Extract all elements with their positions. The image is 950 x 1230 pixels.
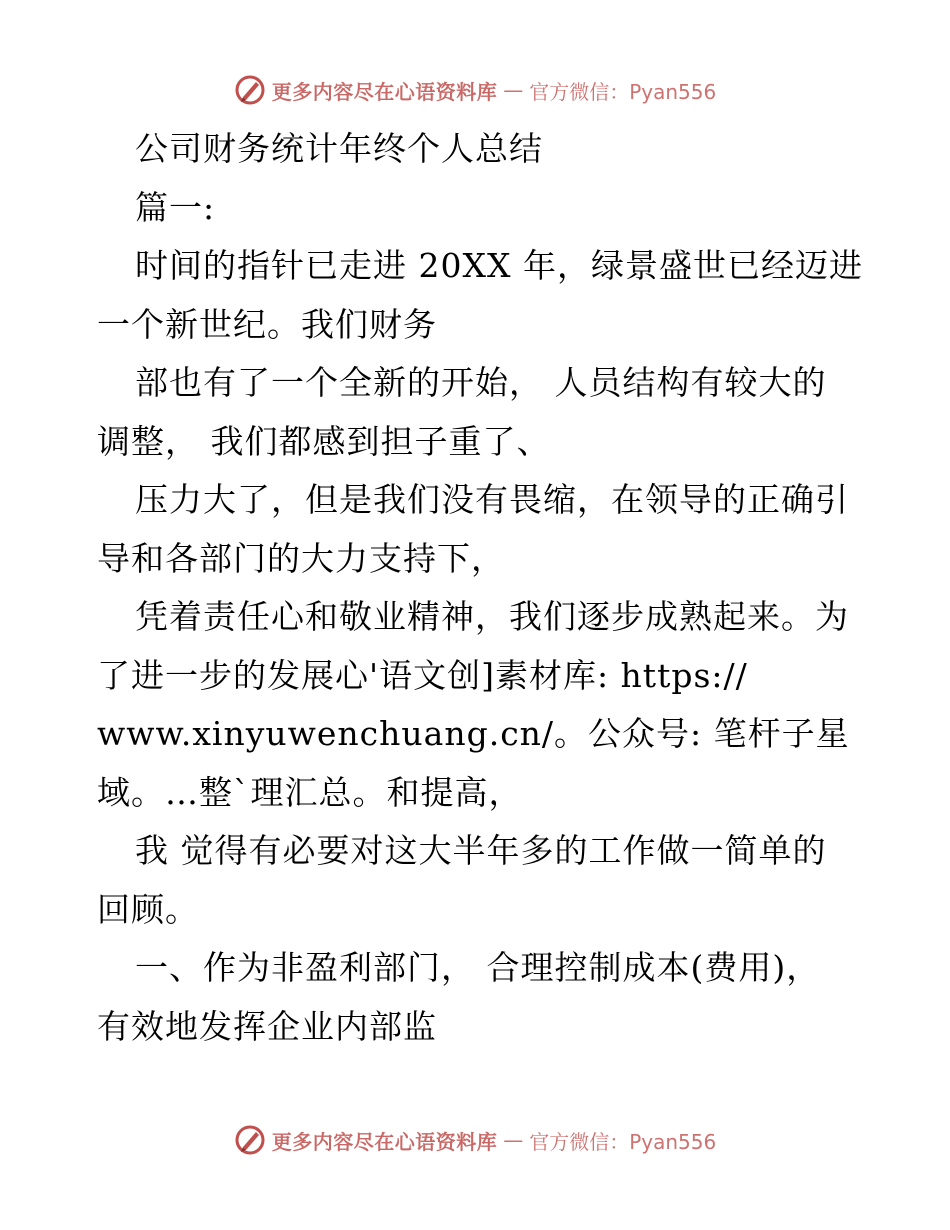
pen-circle-logo-icon: [234, 1124, 266, 1156]
section-heading: 篇一:: [135, 187, 216, 227]
paragraph-line: 部也有了一个全新的开始， 人员结构有较大的: [135, 363, 827, 402]
paragraph-line: 回顾。: [97, 889, 199, 929]
watermark-wechat: 官方微信：Pyan556: [529, 1129, 717, 1154]
watermark-text: 更多内容尽在心语资料库: [271, 1129, 498, 1154]
footer-watermark: [234, 1124, 717, 1156]
paragraph-line: 压力大了，但是我们没有畏缩，在领导的正确引: [135, 480, 849, 519]
document-title: 公司财务统计年终个人总结: [135, 129, 543, 168]
watermark-separator: —: [503, 78, 524, 102]
watermark-text: 更多内容尽在心语资料库: [271, 79, 498, 104]
paragraph-line: 调整， 我们都感到担子重了、: [97, 421, 551, 461]
paragraph-line: 时间的指针已走进 20XX 年，绿景盛世已经迈进: [135, 246, 863, 285]
paragraph-line: 导和各部门的大力支持下，: [97, 538, 505, 578]
paragraph-line: 一个新世纪。我们财务: [97, 304, 437, 344]
paragraph-line: 有效地发挥企业内部监: [97, 1006, 437, 1046]
paragraph-line: www.xinyuwenchuang.cn/。公众号: 笔杆子星: [97, 714, 850, 753]
paragraph-line: 一、作为非盈利部门， 合理控制成本(费用)，: [135, 948, 821, 987]
watermark-separator: —: [503, 1128, 524, 1152]
watermark-wechat: 官方微信：Pyan556: [529, 79, 717, 104]
paragraph-line: 了进一步的发展心'语文创]素材库: https://: [97, 655, 748, 695]
page-header: [0, 70, 950, 110]
paragraph-line: 凭着责任心和敬业精神，我们逐步成熟起来。为: [135, 597, 849, 636]
pen-circle-logo-icon: [234, 74, 266, 106]
document-body: [97, 120, 863, 1056]
paragraph-line: 域。…整`理汇总。和提高，: [97, 772, 523, 812]
paragraph-line: 我 觉得有必要对这大半年多的工作做一简单的: [135, 831, 827, 870]
header-watermark: [234, 74, 717, 106]
page-footer: [0, 1120, 950, 1160]
